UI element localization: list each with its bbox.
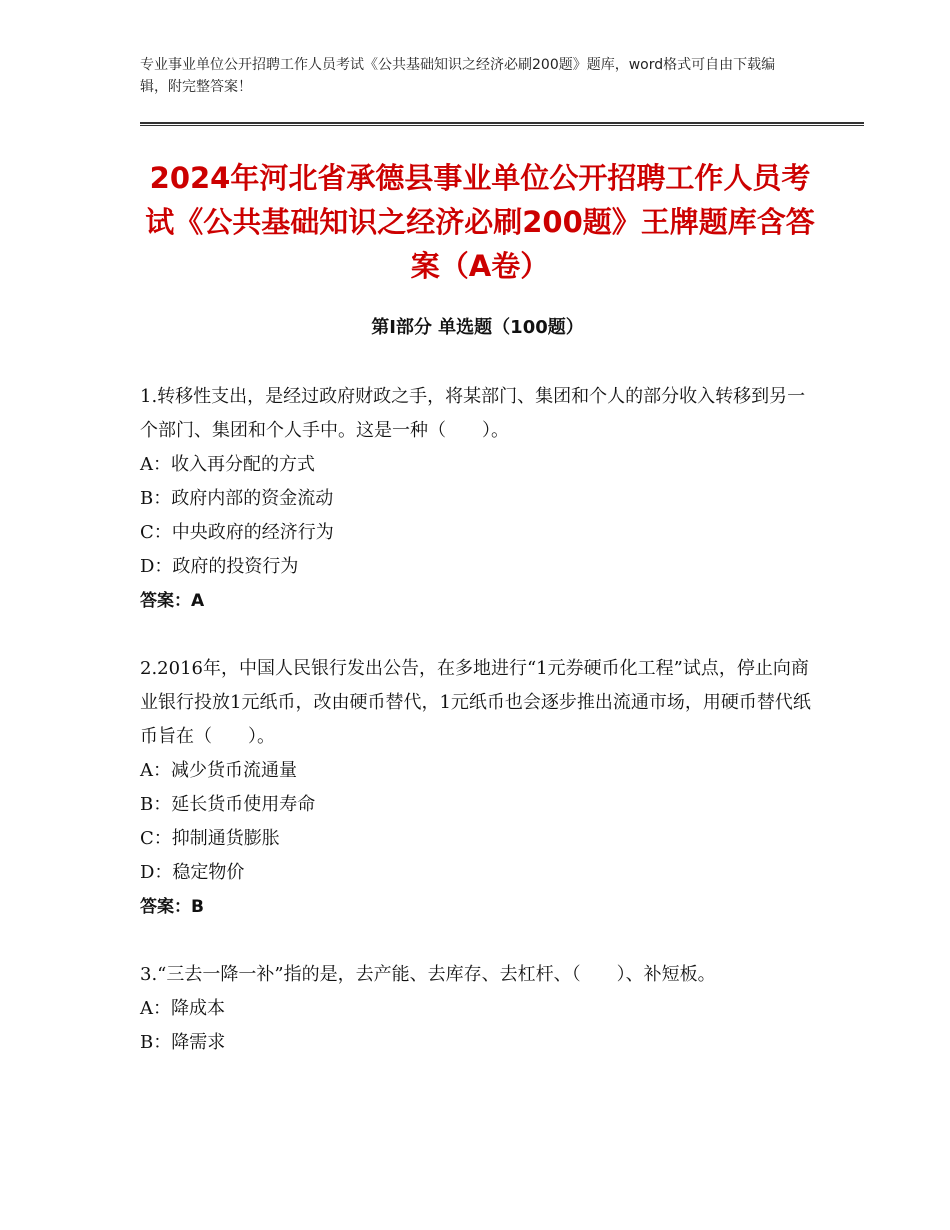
option-a: A：降成本: [140, 998, 225, 1019]
question-2: [140, 652, 820, 924]
question-3: [140, 958, 820, 1060]
answer: 答案：A: [140, 591, 205, 611]
question-list: [140, 380, 820, 1094]
section-heading: 第Ⅰ部分 单选题（100题）: [371, 317, 584, 338]
option-d: D：稳定物价: [140, 862, 245, 883]
document-title: 2024年河北省承德县事业单位公开招聘工作人员考试《公共基础知识之经济必刷200题》王牌题库含答案（A卷）: [145, 161, 815, 283]
question-stem: 2.2016年，中国人民银行发出公告，在多地进行“1元券硬币化工程”试点，停止向商业银行投放1元纸币，改由硬币替代，1元纸币也会逐步推出流通市场，用硬币替代纸币旨在（ ）。: [140, 658, 811, 747]
option-b: B：政府内部的资金流动: [140, 488, 334, 509]
option-c: C：中央政府的经济行为: [140, 522, 334, 543]
option-c: C：抑制通货膨胀: [140, 828, 280, 849]
header-note: 专业事业单位公开招聘工作人员考试《公共基础知识之经济必刷200题》题库，word格式可自由下载编辑，附完整答案！: [140, 57, 776, 95]
option-a: A：收入再分配的方式: [140, 454, 315, 475]
option-a: A：减少货币流通量: [140, 760, 297, 781]
option-d: D：政府的投资行为: [140, 556, 299, 577]
question-stem: 3.“三去一降一补”指的是，去产能、去库存、去杠杆、（ ）、补短板。: [140, 964, 716, 985]
question-1: [140, 380, 820, 618]
header-divider: [140, 122, 864, 126]
question-stem: 1.转移性支出，是经过政府财政之手，将某部门、集团和个人的部分收入转移到另一个部门、集团和个人手中。这是一种（ ）。: [140, 386, 806, 441]
option-b: B：延长货币使用寿命: [140, 794, 316, 815]
option-b: B：降需求: [140, 1032, 226, 1053]
answer: 答案：B: [140, 897, 204, 917]
